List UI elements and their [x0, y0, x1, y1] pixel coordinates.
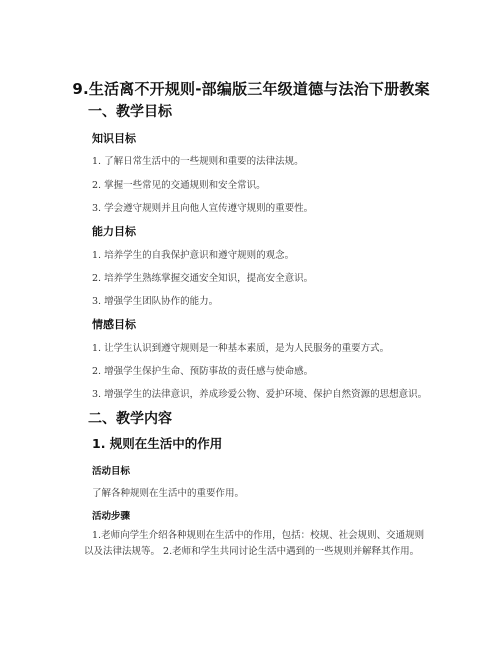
list-item: 2. 掌握一些常见的交通规则和安全常识。 [92, 180, 266, 191]
activity-goal-text: 了解各种规则在生活中的重要作用。 [92, 488, 245, 499]
list-item: 3. 增强学生的法律意识，养成珍爱公物、爱护环境、保护自然资源的思想意识。 [92, 389, 428, 400]
list-item: 2. 培养学生熟练掌握交通安全知识，提高安全意识。 [92, 273, 314, 284]
list-item: 1. 了解日常生活中的一些规则和重要的法律法规。 [92, 156, 304, 167]
activity-steps-heading: 活动步骤 [92, 511, 131, 522]
section-heading-objectives: 一、教学目标 [88, 104, 172, 120]
list-item: 2. 增强学生保护生命、预防事故的责任感与使命感。 [92, 366, 314, 377]
list-item: 3. 学会遵守规则并且向他人宣传遵守规则的重要性。 [92, 203, 314, 214]
list-item: 1. 让学生认识到遵守规则是一种基本素质，是为人民服务的重要方式。 [92, 343, 390, 354]
list-item: 3. 增强学生团队协作的能力。 [92, 296, 219, 307]
activity-goal-heading: 活动目标 [92, 466, 131, 477]
section-heading-content: 二、教学内容 [88, 411, 172, 427]
subheading-rules-role: 1. 规则在生活中的作用 [92, 436, 223, 451]
document-title: 9.生活离不开规则-部编版三年级道德与法治下册教案 [72, 80, 430, 98]
activity-steps-text: 1.老师向学生介绍各种规则在生活中的作用，包括：校规、社会规则、交通规则以及法律法规等。 2.老师和学生共同讨论生活中遇到的一些规则并解释其作用。 [84, 530, 425, 557]
subheading-ability: 能力目标 [92, 225, 136, 238]
list-item: 1. 培养学生的自我保护意识和遵守规则的观念。 [92, 250, 295, 261]
subheading-knowledge: 知识目标 [92, 132, 136, 145]
subheading-emotion: 情感目标 [92, 318, 136, 331]
